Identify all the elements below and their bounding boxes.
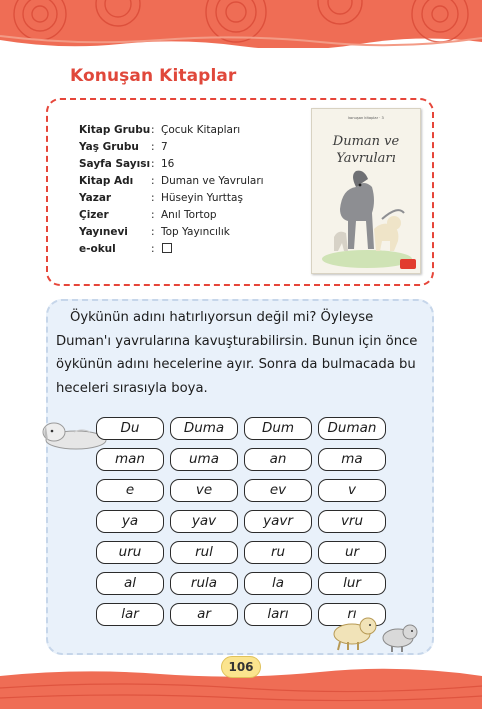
section-title: Konuşan Kitaplar — [70, 66, 237, 86]
syllable-box[interactable]: rı — [318, 603, 386, 626]
publisher-logo — [400, 259, 416, 269]
info-label: Kitap Adı — [79, 175, 134, 187]
info-value: Top Yayıncılık — [161, 226, 230, 238]
info-colon: : — [151, 158, 155, 170]
syllable-box[interactable]: vru — [318, 510, 386, 533]
syllable-box[interactable]: v — [318, 479, 386, 502]
syllable-box[interactable]: lur — [318, 572, 386, 595]
info-colon: : — [151, 226, 155, 238]
syllable-box[interactable]: ve — [170, 479, 238, 502]
syllable-box[interactable]: an — [244, 448, 312, 471]
info-colon: : — [151, 124, 155, 136]
info-label: Kitap Grubu — [79, 124, 151, 136]
info-colon: : — [151, 141, 155, 153]
syllable-box[interactable]: uma — [170, 448, 238, 471]
syllable-box[interactable]: la — [244, 572, 312, 595]
puppies-illustration — [322, 606, 422, 654]
info-label: Çizer — [79, 209, 109, 221]
instruction-text: Öykünün adını hatırlıyorsun değil mi? Öyleyse Duman'ı yavrularına kavuşturabilirsin. Bunun için önce öykünün adını hecelerine ayır. Sonra da bulmacada bu heceleri sırasıyla boya. — [56, 310, 418, 396]
info-label: Sayfa Sayısı — [79, 158, 151, 170]
info-value: Hüseyin Yurttaş — [161, 192, 243, 204]
syllable-box[interactable]: e — [96, 479, 164, 502]
info-value: Anıl Tortop — [161, 209, 217, 221]
syllable-box[interactable]: rula — [170, 572, 238, 595]
page-number: 106 — [221, 656, 261, 678]
syllable-box[interactable]: Duma — [170, 417, 238, 440]
syllable-box[interactable]: Du — [96, 417, 164, 440]
syllable-box[interactable]: yavr — [244, 510, 312, 533]
syllable-box[interactable]: ya — [96, 510, 164, 533]
book-cover-title-line: Duman ve — [332, 134, 400, 149]
syllable-box[interactable]: yav — [170, 510, 238, 533]
syllable-box[interactable]: ev — [244, 479, 312, 502]
info-value: 16 — [161, 158, 175, 170]
book-cover-image — [311, 108, 421, 274]
info-colon: : — [151, 192, 155, 204]
info-value: 7 — [161, 141, 168, 153]
book-info-card — [46, 98, 434, 286]
info-value: Duman ve Yavruları — [161, 175, 264, 187]
syllable-box[interactable]: Dum — [244, 417, 312, 440]
syllable-box[interactable]: rul — [170, 541, 238, 564]
syllable-box[interactable]: ru — [244, 541, 312, 564]
syllable-box[interactable]: ma — [318, 448, 386, 471]
eokul-checkbox[interactable] — [162, 243, 172, 253]
book-cover-title-line: Yavruları — [336, 151, 396, 166]
info-colon: : — [151, 175, 155, 187]
syllable-box[interactable]: Duman — [318, 417, 386, 440]
syllable-box[interactable]: man — [96, 448, 164, 471]
syllable-box[interactable]: ar — [170, 603, 238, 626]
info-value — [161, 241, 172, 258]
info-label: e-okul — [79, 243, 116, 255]
syllable-box[interactable]: uru — [96, 541, 164, 564]
syllable-box[interactable]: ları — [244, 603, 312, 626]
info-label: Yazar — [79, 192, 112, 204]
syllable-box[interactable]: lar — [96, 603, 164, 626]
syllable-box[interactable]: al — [96, 572, 164, 595]
info-colon: : — [151, 209, 155, 221]
syllable-box[interactable]: ur — [318, 541, 386, 564]
book-series-line: konuşan kitaplar · 3 — [348, 116, 384, 120]
header-decoration — [0, 0, 482, 52]
info-label: Yayınevi — [79, 226, 128, 238]
info-value: Çocuk Kitapları — [161, 124, 241, 136]
info-label: Yaş Grubu — [79, 141, 139, 153]
dog-family-illustration — [312, 109, 422, 275]
info-colon: : — [151, 243, 155, 255]
